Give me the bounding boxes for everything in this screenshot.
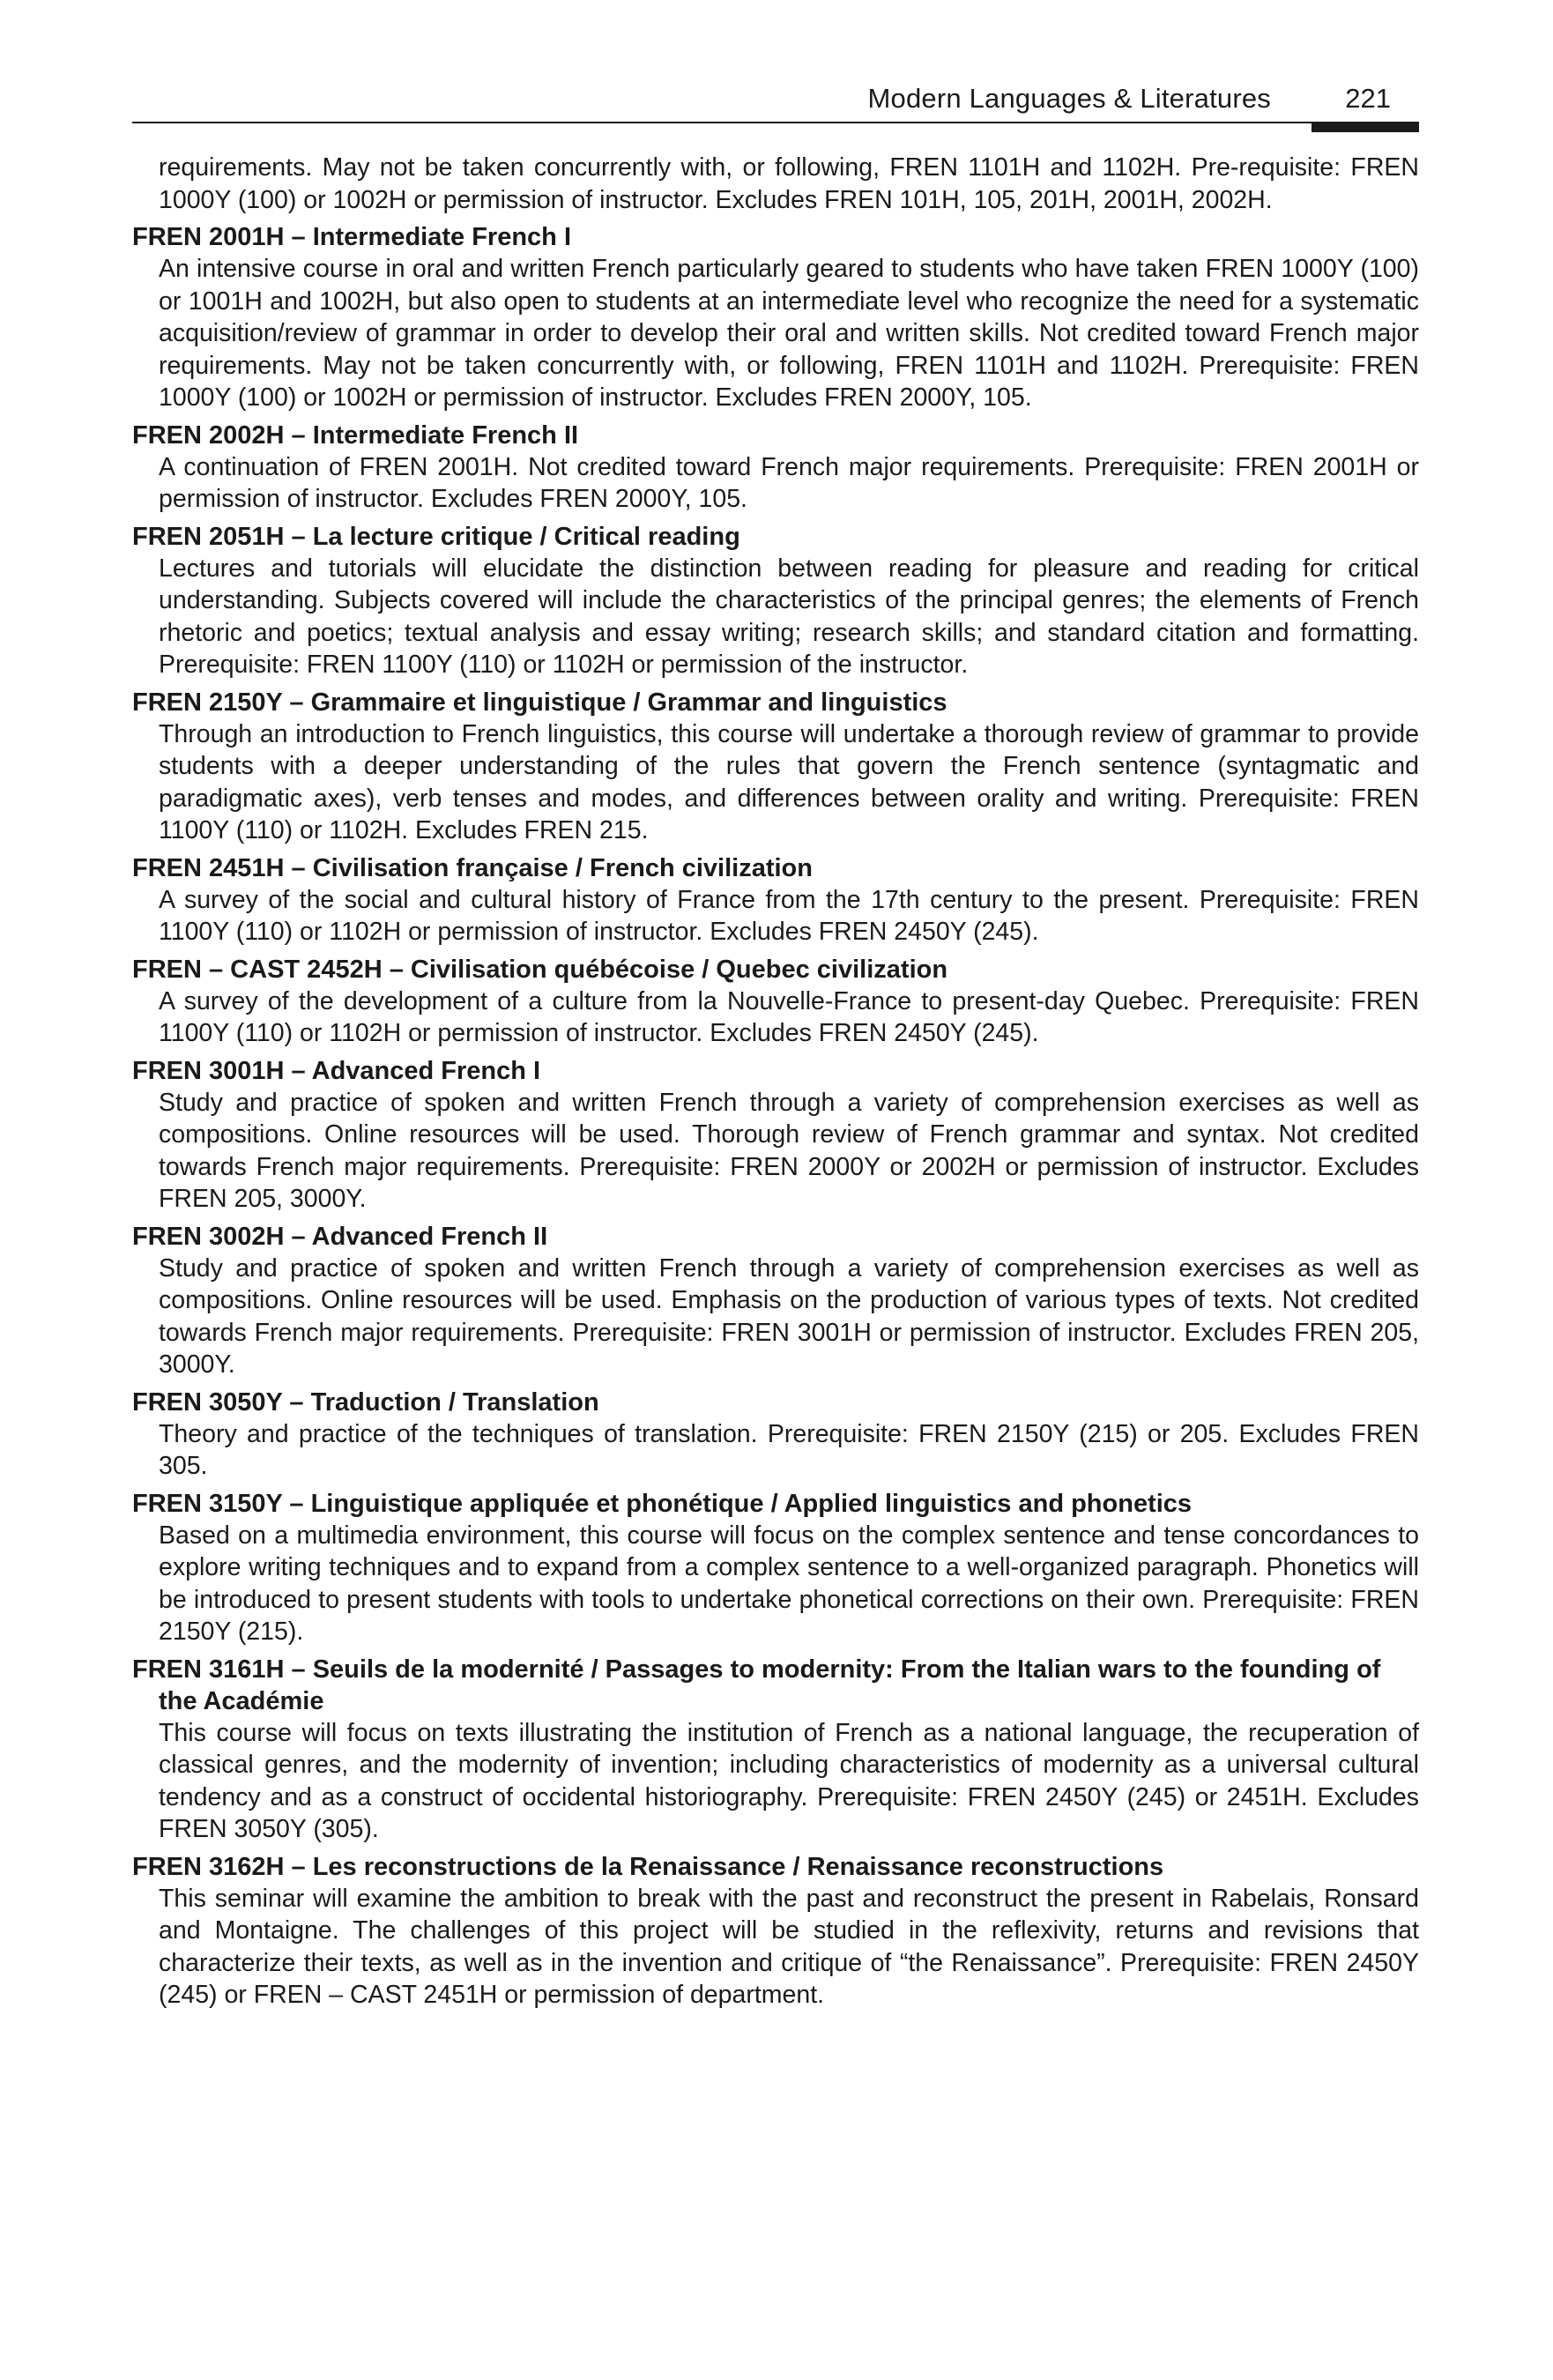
course-title: FREN 2002H – Intermediate French II — [132, 420, 579, 450]
course-description: A survey of the development of a culture from la Nouvelle-France to present-day Quebec. Prerequisite: FREN 1100Y (110) or 1102H or permission of instructor. Excludes FREN 2450Y (245). — [159, 986, 1419, 1047]
course-description: This course will focus on texts illustrating the institution of French as a national language, the recuperation of classical genres, and the modernity of invention; including characteristics of modernity as a universal cultural tendency and as a construct of occidental historiography. Prerequisite: FREN 2450Y (245) or 2451H. Excludes FREN 3050Y (305). — [159, 1718, 1419, 1843]
continuation-text: requirements. May not be taken concurrently with, or following, FREN 1101H and 1102H. Pre-requisite: FREN 1000Y (100) or 1002H or permission of instructor. Excludes FREN 101H, 105, 201H, 2001H, 2002H. — [159, 153, 1419, 214]
course-entry — [132, 1851, 1419, 2012]
course-description: Theory and practice of the techniques of translation. Prerequisite: FREN 2150Y (215) or 205. Excludes FREN 305. — [159, 1419, 1419, 1480]
course-list — [132, 221, 1419, 2012]
course-entry — [132, 1387, 1419, 1483]
course-entry — [132, 420, 1419, 516]
course-description: Study and practice of spoken and written French through a variety of comprehension exercises as well as compositions. Online resources will be used. Thorough review of French grammar and syntax. Not credited towards French major requirements. Prerequisite: FREN 2000Y or 2002H or permission of instructor. Excludes FREN 205, 3000Y. — [159, 1088, 1419, 1213]
course-entry — [132, 852, 1419, 948]
course-title: FREN 3150Y – Linguistique appliquée et phonétique / Applied linguistics and phonetics — [132, 1489, 1193, 1518]
course-description: A continuation of FREN 2001H. Not credited toward French major requirements. Prerequisite: FREN 2001H or permission of instructor. Excludes FREN 2000Y, 105. — [159, 452, 1419, 513]
course-entry — [132, 954, 1419, 1050]
course-title: FREN 3050Y – Traduction / Translation — [132, 1387, 599, 1417]
header-bar — [1312, 122, 1419, 132]
course-entry — [132, 687, 1419, 847]
course-description: Based on a multimedia environment, this course will focus on the complex sentence and tense concordances to explore writing techniques and to expand from a complex sentence to a well-organized paragraph. Phonetics will be introduced to present students with tools to undertake phonetical corrections on their own. Prerequisite: FREN 2150Y (215). — [159, 1521, 1419, 1646]
course-entry — [132, 1654, 1419, 1846]
course-title: FREN 3162H – Les reconstructions de la Renaissance / Renaissance reconstructions — [132, 1852, 1164, 1881]
course-description: A survey of the social and cultural history of France from the 17th century to the present. Prerequisite: FREN 1100Y (110) or 1102H or permission of instructor. Excludes FREN 2450Y (245). — [159, 885, 1419, 946]
course-title: FREN – CAST 2452H – Civilisation québécoise / Quebec civilization — [132, 955, 948, 984]
course-description: Lectures and tutorials will elucidate the distinction between reading for pleasure and reading for critical understanding. Subjects covered will include the characteristics of the principal genres; the elements of French rhetoric and poetics; textual analysis and essay writing; research skills; and standard citation and formatting. Prerequisite: FREN 1100Y (110) or 1102H or permission of the instructor. — [159, 554, 1419, 679]
page-header — [132, 78, 1419, 134]
page-number: 221 — [1345, 83, 1391, 114]
course-description: An intensive course in oral and written French particularly geared to students who have taken FREN 1000Y (100) or 1001H and 1002H, but also open to students at an intermediate level who recognize the need for a systematic acquisition/review of grammar in order to develop their oral and written skills. Not credited toward French major requirements. May not be taken concurrently with, or following, FREN 1101H and 1102H. Prerequisite: FREN 1000Y (100) or 1002H or permission of instructor. Excludes FREN 2000Y, 105. — [159, 255, 1419, 412]
course-title: FREN 2150Y – Grammaire et linguistique / Grammar and linguistics — [132, 688, 947, 717]
course-entry — [132, 1488, 1419, 1648]
course-description: Through an introduction to French linguistics, this course will undertake a thorough review of grammar to provide students with a deeper understanding of the rules that govern the French sentence (syntagmatic and paradigmatic axes), verb tenses and modes, and differences between orality and writing. Prerequisite: FREN 1100Y (110) or 1102H. Excludes FREN 215. — [159, 719, 1419, 844]
section-title: Modern Languages & Literatures — [867, 83, 1271, 114]
course-entry — [132, 221, 1419, 414]
course-title: FREN 3001H – Advanced French I — [132, 1056, 541, 1085]
course-listing — [132, 152, 1419, 2017]
course-entry — [132, 1055, 1419, 1216]
course-description: This seminar will examine the ambition to break with the past and reconstruct the present in Rabelais, Ronsard and Montaigne. The challenges of this project will be studied in the reflexivity, returns and revisions that characterize their texts, as well as in the invention and critique of “the Renaissance”. Prerequisite: FREN 2450Y (245) or FREN – CAST 2451H or permission of department. — [159, 1884, 1419, 2009]
course-title: FREN 2451H – Civilisation française / French civilization — [132, 853, 813, 882]
course-title: FREN 2001H – Intermediate French I — [132, 223, 571, 251]
course-title: FREN 3161H – Seuils de la modernité / Passages to modernity: From the Italian wars to the founding of the Académie — [132, 1655, 1381, 1715]
course-title: FREN 3002H – Advanced French II — [132, 1222, 548, 1251]
header-rule — [132, 122, 1419, 123]
course-entry — [132, 521, 1419, 681]
course-title: FREN 2051H – La lecture critique / Critical reading — [132, 522, 740, 551]
course-entry — [132, 1221, 1419, 1381]
course-description: Study and practice of spoken and written French through a variety of comprehension exercises as well as compositions. Online resources will be used. Emphasis on the production of various types of texts. Not credited towards French major requirements. Prerequisite: FREN 3001H or permission of instructor. Excludes FREN 205, 3000Y. — [159, 1253, 1419, 1379]
